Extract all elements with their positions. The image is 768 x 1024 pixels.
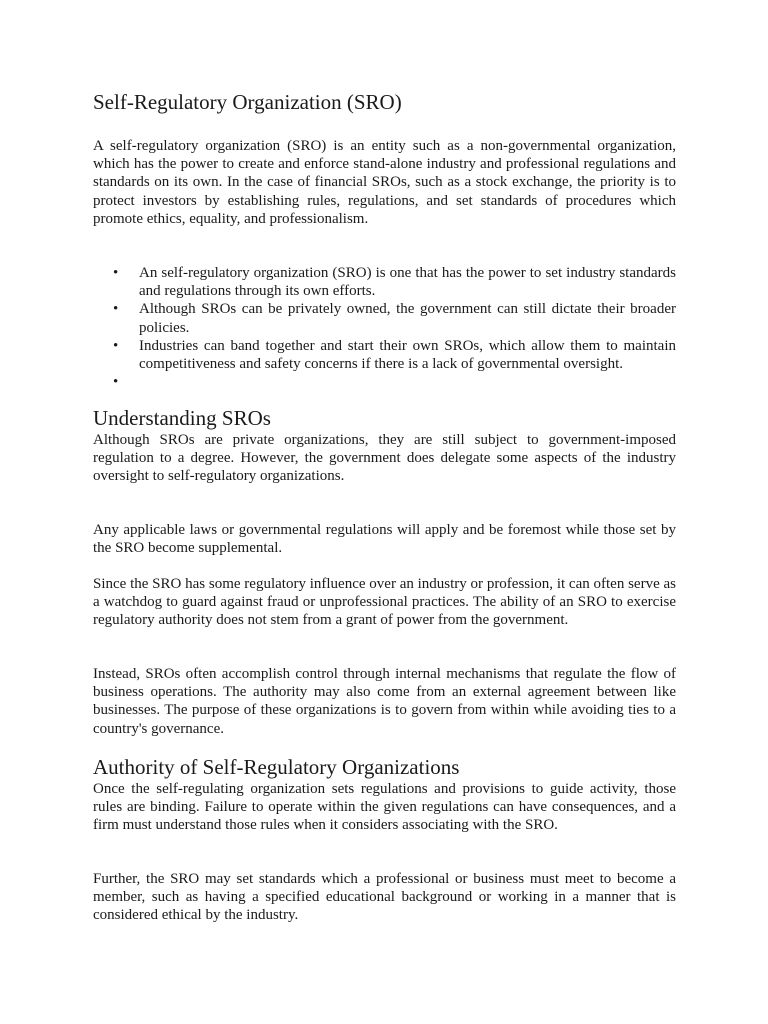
section1-paragraph: Although SROs are private organizations, they are still subject to government-imposed regulation to a degree. However, the government does delegate some aspects of the industry oversight to self-regulatory organizations. bbox=[93, 432, 676, 485]
section2-paragraph: Further, the SRO may set standards which a professional or business must meet to become a member, such as having a specified educational background or working in a manner that is considered ethical by the industry. bbox=[93, 871, 676, 924]
key-points-list bbox=[93, 264, 676, 391]
bullet-item: • Industries can band together and start their own SROs, which allow them to maintain competitiveness and safety concerns if there is a lack of governmental oversight. bbox=[93, 337, 676, 373]
bullet-item: • Although SROs can be privately owned, the government can still dictate their broader policies. bbox=[93, 300, 676, 336]
document-title: Self-Regulatory Organization (SRO) bbox=[93, 90, 402, 114]
bullet-item-empty bbox=[93, 373, 676, 391]
intro-paragraph: A self-regulatory organization (SRO) is an entity such as a non-governmental organization, which has the power to create and enforce stand-alone industry and professional regulations and standards on its own. In the case of financial SROs, such as a stock exchange, the priority is to protect investors by establishing rules, regulations, and set standards of procedures which promote ethics, equality, and professionalism. bbox=[93, 138, 676, 227]
section2-paragraph: Once the self-regulating organization sets regulations and provisions to guide activity, those rules are binding. Failure to operate within the given regulations can have consequences, and a firm must understand those rules when it considers associating with the SRO. bbox=[93, 781, 676, 834]
section1-paragraph: Instead, SROs often accomplish control through internal mechanisms that regulate the flow of business operations. The authority may also come from an external agreement between like businesses. The purpose of these organizations is to govern from within while avoiding ties to a country's governance. bbox=[93, 666, 676, 737]
section-heading-authority: Authority of Self-Regulatory Organizations bbox=[93, 755, 460, 779]
section1-paragraph: Since the SRO has some regulatory influence over an industry or profession, it can often serve as a watchdog to guard against fraud or unprofessional practices. The ability of an SRO to exercise regulatory authority does not stem from a grant of power from the government. bbox=[93, 576, 676, 629]
bullet-item: • An self-regulatory organization (SRO) is one that has the power to set industry standards and regulations through its own efforts. bbox=[93, 264, 676, 300]
section-heading-understanding: Understanding SROs bbox=[93, 406, 271, 430]
section1-paragraph: Any applicable laws or governmental regulations will apply and be foremost while those set by the SRO become supplemental. bbox=[93, 522, 676, 557]
